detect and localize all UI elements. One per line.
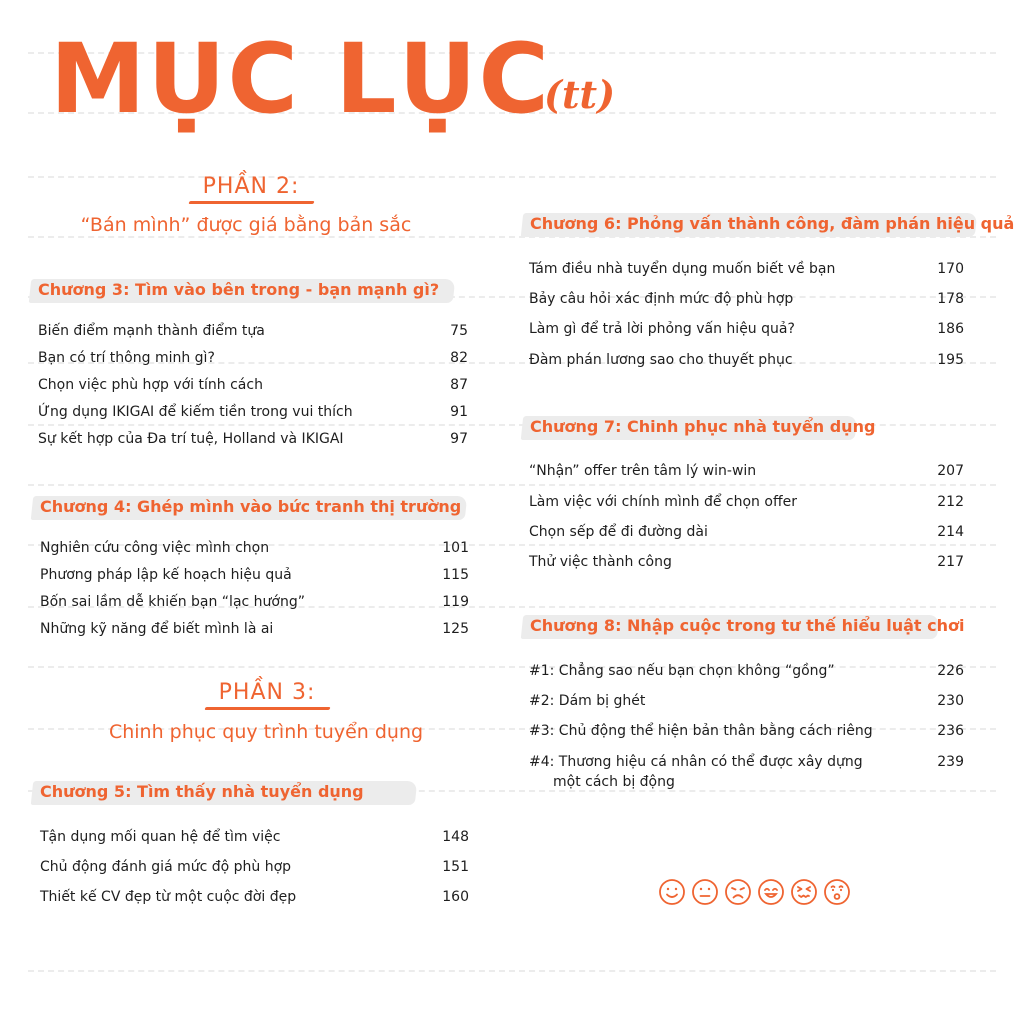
toc-entry-title: “Nhận” offer trên tâm lý win-win: [529, 463, 757, 479]
toc-entry-page: 151: [442, 859, 469, 875]
toc-entry-title: Tám điều nhà tuyển dụng muốn biết về bạn: [529, 261, 836, 277]
chapter-6-heading: Chương 6: Phỏng vấn thành công, đàm phán hiệu quả: [526, 208, 976, 240]
page-title: MỤC LỤC: [50, 23, 551, 135]
toc-entry-page: 82: [450, 350, 468, 366]
toc-entry-title: Nghiên cứu công việc mình chọn: [40, 540, 270, 556]
toc-entry-title: Chọn việc phù hợp với tính cách: [38, 377, 263, 393]
toc-entry-page: 91: [450, 404, 468, 420]
part3-label-text: PHẦN 3:: [213, 680, 322, 710]
toc-entry-page: 230: [937, 693, 964, 709]
toc-entry-title: Phương pháp lập kế hoạch hiệu quả: [40, 567, 292, 583]
part2-label-text: PHẦN 2:: [197, 174, 306, 204]
sad-face-icon: [724, 878, 752, 906]
toc-entry-title: Chọn sếp để đi đường dài: [529, 524, 708, 540]
toc-entry-title-continued: một cách bị động: [553, 774, 675, 790]
toc-entry-page: 125: [442, 621, 469, 637]
chapter-4-heading: Chương 4: Ghép mình vào bức tranh thị trường: [36, 491, 466, 523]
toc-entry-page: 101: [442, 540, 469, 556]
squint-face-icon: [790, 878, 818, 906]
toc-entry-title: Tận dụng mối quan hệ để tìm việc: [40, 829, 281, 845]
chapter-3-heading: Chương 3: Tìm vào bên trong - bạn mạnh gì?: [34, 274, 454, 306]
emoji-row: [658, 878, 851, 906]
part3-title: Chinh phục quy trình tuyển dụng: [108, 721, 424, 743]
toc-entry-title: Đàm phán lương sao cho thuyết phục: [529, 352, 793, 368]
background-rule: [28, 484, 996, 486]
background-rule: [28, 666, 996, 668]
chapter-7-heading: Chương 7: Chinh phục nhà tuyển dụng: [526, 411, 856, 443]
toc-entry-title: Bốn sai lầm dễ khiến bạn “lạc hướng”: [40, 594, 306, 610]
toc-entry-title: Những kỹ năng để biết mình là ai: [40, 621, 274, 637]
toc-entry-title: Chủ động đánh giá mức độ phù hợp: [40, 859, 292, 875]
toc-entry-title: #3: Chủ động thể hiện bản thân bằng cách riêng: [529, 723, 873, 739]
toc-entry-page: 115: [442, 567, 469, 583]
part2-label: [86, 174, 416, 204]
toc-entry[interactable]: [529, 753, 964, 793]
toc-entry-title: Biến điểm mạnh thành điểm tựa: [38, 323, 265, 339]
toc-entry-title: Làm gì để trả lời phỏng vấn hiệu quả?: [529, 321, 795, 337]
toc-entry-page: 160: [442, 889, 469, 905]
toc-entry-page: 97: [450, 431, 468, 447]
toc-entry-page: 217: [937, 554, 964, 570]
toc-entry-page: 178: [937, 291, 964, 307]
chapter-8-heading: Chương 8: Nhập cuộc trong tư thế hiểu luật chơi: [526, 610, 938, 642]
background-rule: [28, 970, 996, 972]
toc-entry-page: 148: [442, 829, 469, 845]
page-subtitle: (tt): [544, 72, 616, 117]
toc-entry-title: Làm việc với chính mình để chọn offer: [529, 494, 797, 510]
toc-entry-title: #2: Dám bị ghét: [529, 693, 646, 709]
toc-entry-title: Sự kết hợp của Đa trí tuệ, Holland và IKIGAI: [38, 431, 344, 447]
toc-entry-page: 170: [937, 261, 964, 277]
toc-entry-page: 119: [442, 594, 469, 610]
toc-entry-page: 195: [937, 352, 964, 368]
toc-entry-title: Thử việc thành công: [529, 554, 672, 570]
chapter-5-heading: Chương 5: Tìm thấy nhà tuyển dụng: [36, 776, 416, 808]
toc-entry-title: Bạn có trí thông minh gì?: [38, 350, 215, 366]
toc-entry-page: 212: [937, 494, 964, 510]
toc-entry-page: 186: [937, 321, 964, 337]
part2-title: “Bán mình” được giá bằng bản sắc: [80, 214, 412, 236]
toc-entry-title: Ứng dụng IKIGAI để kiếm tiền trong vui thích: [38, 404, 353, 420]
neutral-face-icon: [691, 878, 719, 906]
toc-entry-title: #1: Chẳng sao nếu bạn chọn không “gồng”: [529, 663, 835, 679]
smile-face-icon: [658, 878, 686, 906]
happy-closed-eyes-face-icon: [757, 878, 785, 906]
toc-entry-title: Thiết kế CV đẹp từ một cuộc đời đẹp: [40, 889, 297, 905]
toc-entry-page: 239: [937, 754, 964, 770]
toc-entry-title: Bảy câu hỏi xác định mức độ phù hợp: [529, 291, 794, 307]
toc-entry-page: 87: [450, 377, 468, 393]
toc-entry-page: 75: [450, 323, 468, 339]
toc-entry-title: #4: Thương hiệu cá nhân có thể được xây dựng: [529, 754, 863, 770]
toc-entry-page: 236: [937, 723, 964, 739]
surprised-face-icon: [823, 878, 851, 906]
toc-entry-page: 226: [937, 663, 964, 679]
toc-entry-page: 214: [937, 524, 964, 540]
part3-label: [102, 680, 432, 710]
toc-entry-page: 207: [937, 463, 964, 479]
